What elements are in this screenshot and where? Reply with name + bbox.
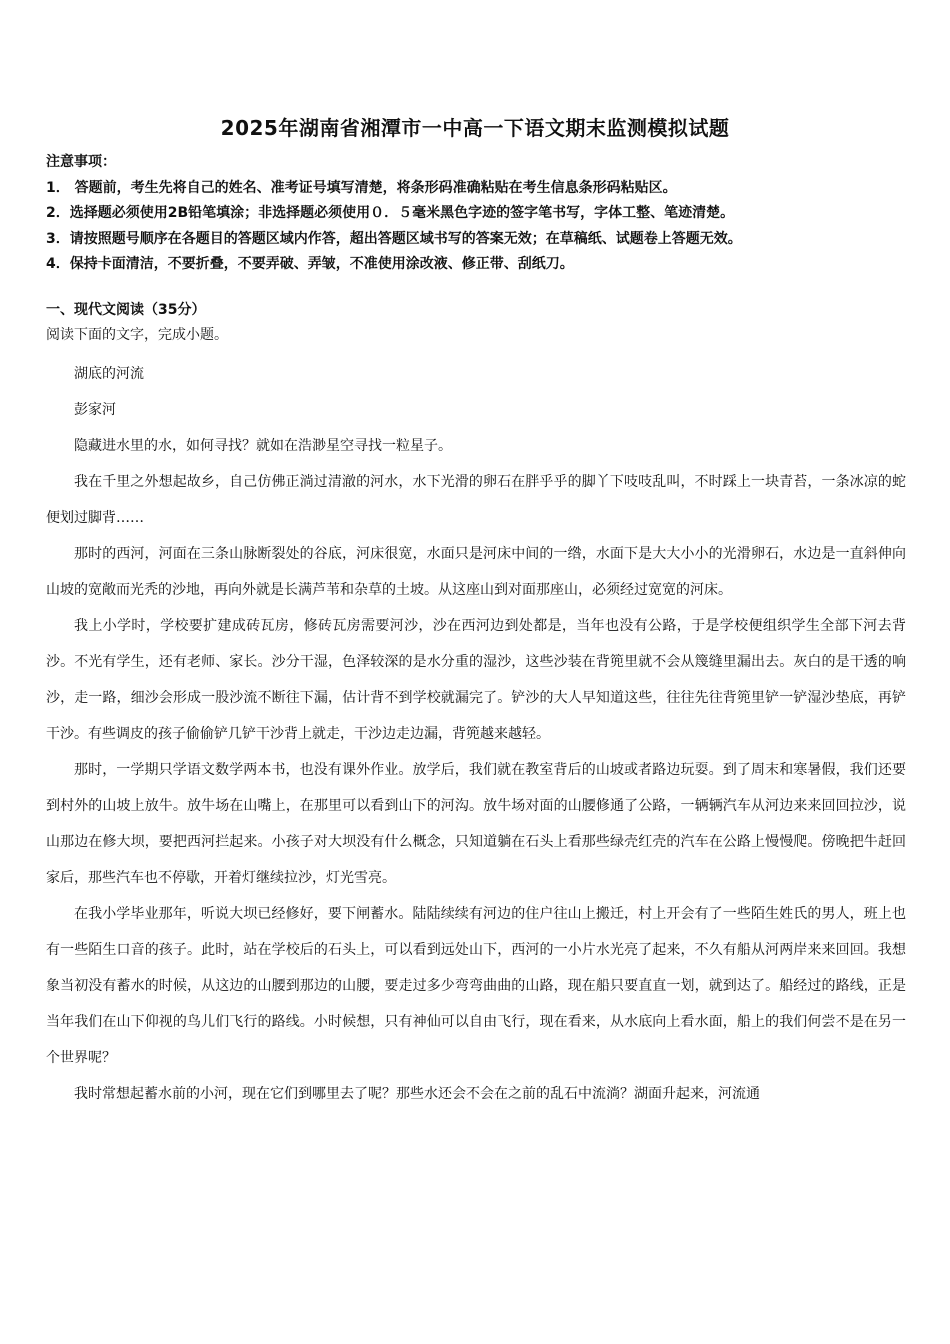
notice-heading: 注意事项： [46,154,116,170]
article-author: 彭家河 [74,402,116,418]
notice-item: 3．请按照题号顺序在各题目的答题区域内作答，超出答题区域书写的答案无效；在草稿纸、试题卷上答题无效。 [46,230,742,247]
article-paragraph: 隐藏进水里的水，如何寻找？就如在浩渺星空寻找一粒星子。 [74,438,452,454]
article-title: 湖底的河流 [74,366,144,382]
article-body [46,356,906,1112]
article-paragraph: 那时，一学期只学语文数学两本书，也没有课外作业。放学后，我们就在教室背后的山坡或者路边玩耍。到了周末和寒暑假，我们还要到村外的山坡上放牛。放牛场在山嘴上，在那里可以看到山下的河沟。放牛场对面的山腰修通了公路，一辆辆汽车从河边来来回回拉沙，说山那边在修大坝，要把西河拦起来。小孩子对大坝没有什么概念，只知道躺在石头上看那些绿壳红壳的汽车在公路上慢慢爬。傍晚把牛赶回家后，那些汽车也不停歇，开着灯继续拉沙，灯光雪亮。 [46,762,906,886]
section-instruction: 阅读下面的文字，完成小题。 [46,327,228,343]
notice-item: 4．保持卡面清洁，不要折叠，不要弄破、弄皱，不准使用涂改液、修正带、刮纸刀。 [46,256,574,272]
article-paragraph: 我上小学时，学校要扩建成砖瓦房，修砖瓦房需要河沙，沙在西河边到处都是，当年也没有公路，于是学校便组织学生全部下河去背沙。不光有学生，还有老师、家长。沙分干湿，色泽较深的是水分重的湿沙，这些沙装在背篼里就不会从篾缝里漏出去。灰白的是干透的响沙，走一路，细沙会形成一股沙流不断往下漏，估计背不到学校就漏完了。铲沙的大人早知道这些，往往先往背篼里铲一铲湿沙垫底，再铲干沙。有些调皮的孩子偷偷铲几铲干沙背上就走，干沙边走边漏，背篼越来越轻。 [46,618,906,742]
exam-title: 2025年湖南省湘潭市一中高一下语文期末监测模拟试题 [220,116,730,140]
article-paragraph: 在我小学毕业那年，听说大坝已经修好，要下闸蓄水。陆陆续续有河边的住户往山上搬迁，村上开会有了一些陌生姓氏的男人，班上也有一些陌生口音的孩子。此时，站在学校后的石头上，可以看到远处山下，西河的一小片水光亮了起来，不久有船从河两岸来来回回。我想象当初没有蓄水的时候，从这边的山腰到那边的山腰，要走过多少弯弯曲曲的山路，现在船只要直直一划，就到达了。船经过的路线，正是当年我们在山下仰视的鸟儿们飞行的路线。小时候想，只有神仙可以自由飞行，现在看来，从水底向上看水面，船上的我们何尝不是在另一个世界呢？ [46,906,906,1066]
article-paragraph: 我时常想起蓄水前的小河，现在它们到哪里去了呢？那些水还会不会在之前的乱石中流淌？湖面升起来，河流通 [74,1086,760,1102]
article-paragraph: 我在千里之外想起故乡，自己仿佛正淌过清澈的河水，水下光滑的卵石在胖乎乎的脚丫下吱吱乱叫，不时踩上一块青苔，一条冰凉的蛇便划过脚背…… [46,474,906,526]
section-heading: 一、现代文阅读（35分） [46,302,206,318]
article-paragraph: 那时的西河，河面在三条山脉断裂处的谷底，河床很宽，水面只是河床中间的一绺，水面下是大大小小的光滑卵石，水边是一直斜伸向山坡的宽敞而光秃的沙地，再向外就是长满芦苇和杂草的土坡。从这座山到对面那座山，必须经过宽宽的河床。 [46,546,906,598]
notice-item: 2．选择题必须使用2B铅笔填涂；非选择题必须使用０．５毫米黑色字迹的签字笔书写，字体工整、笔迹清楚。 [46,205,735,221]
notice-block [46,150,906,278]
notice-item: 1． 答题前，考生先将自己的姓名、准考证号填写清楚，将条形码准确粘贴在考生信息条形码粘贴区。 [46,179,677,196]
